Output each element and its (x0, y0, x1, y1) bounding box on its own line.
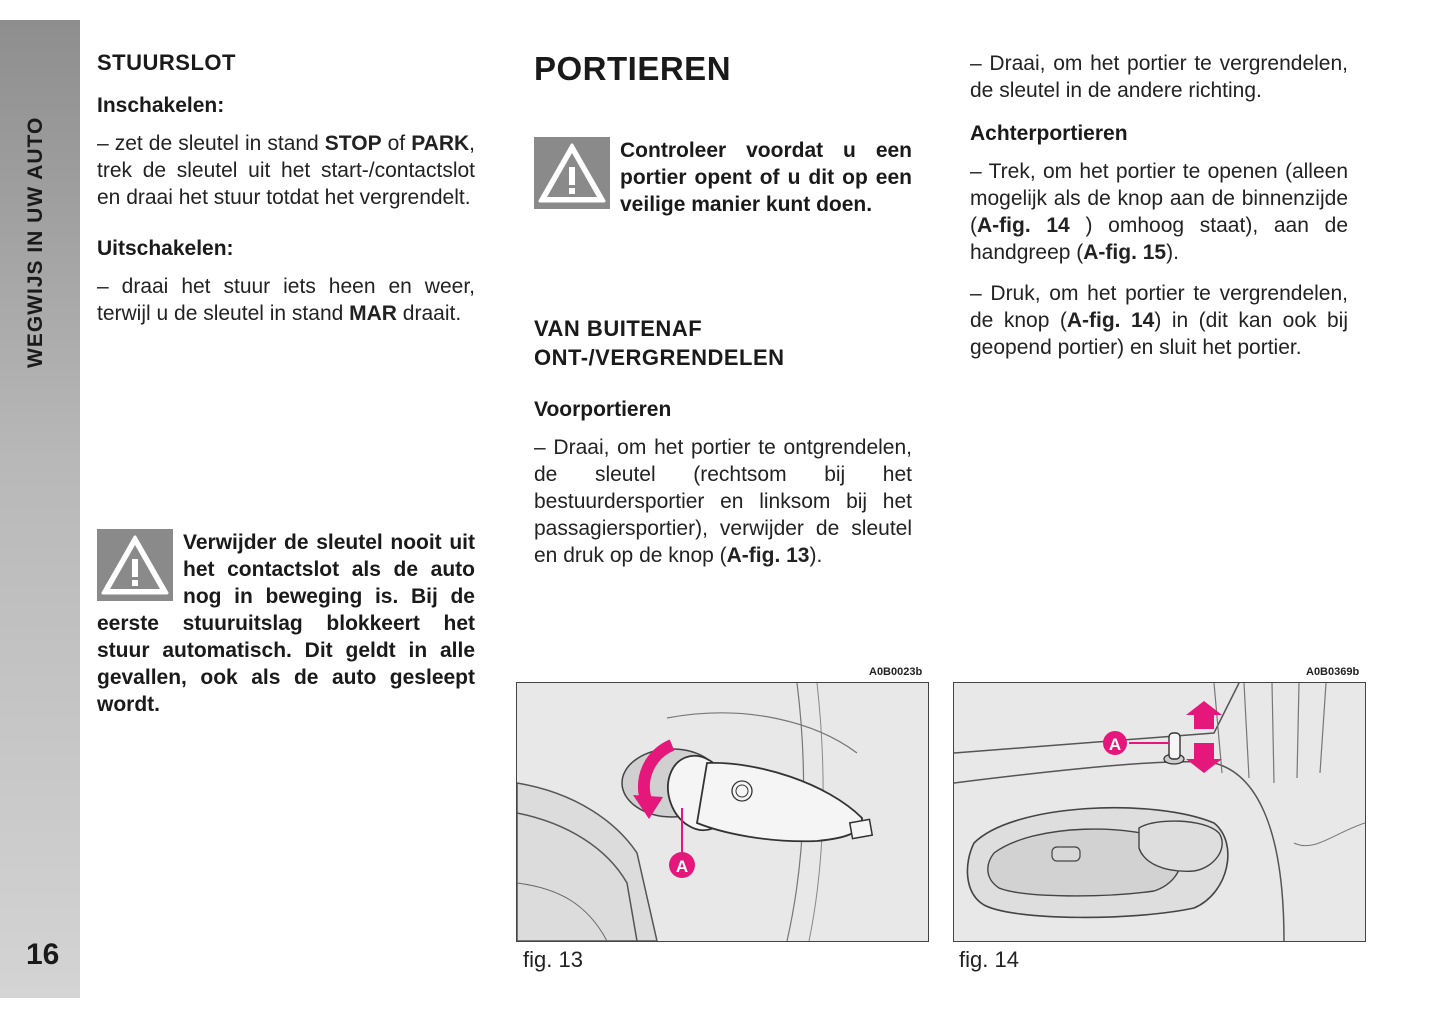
figure-code-13: A0B0023b (869, 666, 923, 678)
warning-text-portieren: Controleer voordat u een portier opent of u dit op een veilige manier kunt doen. (620, 139, 912, 216)
paragraph-achter-openen: – Trek, om het portier te openen (alleen mogelijk als de knop aan de binnenzijde (A-fig. 14 ) omhoog staat), aan de handgreep (A-fig. 15). (970, 160, 1348, 264)
column-achterportieren (970, 50, 1348, 375)
figure-13 (516, 682, 929, 942)
paragraph-uitschakelen: – draai het stuur iets heen en weer, terwijl u de sleutel in stand MAR draait. (97, 275, 475, 325)
paragraph-achter-vergrendelen: – Druk, om het portier te vergrendelen, de knop (A-fig. 14) in (dit kan ook bij geopend portier) en sluit het portier. (970, 282, 1349, 359)
column-stuurslot (97, 50, 475, 341)
heading-buitenaf: VAN BUITENAF ONT-/VERGRENDELEN (534, 316, 785, 370)
figure-14 (953, 682, 1366, 942)
heading-portieren: PORTIEREN (534, 50, 732, 87)
rear-door-lock-illustration (954, 683, 1365, 941)
warning-portieren (534, 137, 912, 218)
sidebar (0, 20, 80, 998)
paragraph-vergrendelen: – Draai, om het portier te vergrendelen, de sleutel in de andere richting. (970, 52, 1348, 102)
subheading-voorportieren: Voorportieren (534, 398, 672, 421)
page-number: 16 (26, 938, 60, 971)
figure-13-caption: fig. 13 (523, 947, 583, 972)
section-title: WEGWIJS IN UW AUTO (24, 116, 47, 368)
warning-stuurslot (97, 529, 475, 718)
paragraph-inschakelen: – zet de sleutel in stand STOP of PARK, trek de sleutel uit het start-/contactslot en draai het stuur totdat het vergrendelt. (97, 132, 475, 209)
column-portieren (534, 50, 912, 88)
subheading-inschakelen: Inschakelen: (97, 94, 225, 117)
section-buitenaf (534, 314, 912, 583)
subheading-uitschakelen: Uitschakelen: (97, 237, 234, 260)
warning-text-stuurslot: Verwijder de sleutel nooit uit het contactslot als de auto nog in beweging is. Bij de eerste stuuruitslag blokkeert het stuur automatisch. Dit geldt in alle gevallen, ook als de auto gesleept wordt. (97, 531, 475, 716)
warning-triangle-icon (97, 529, 173, 601)
warning-triangle-icon (534, 137, 610, 209)
heading-stuurslot: STUURSLOT (97, 50, 236, 75)
figure-13-label-a: A (675, 857, 689, 876)
figure-14-label-a: A (1108, 735, 1122, 754)
subheading-achterportieren: Achterportieren (970, 122, 1128, 145)
figure-14-caption: fig. 14 (959, 947, 1019, 972)
door-lock-key-illustration (517, 683, 928, 941)
paragraph-voorportieren: – Draai, om het portier te ontgrendelen, de sleutel (rechtsom bij het bestuurdersportier en linksom bij het passagiersportier), verwijder de sleutel en druk op de knop (A-fig. 13). (534, 436, 912, 567)
figure-code-14: A0B0369b (1306, 666, 1360, 678)
